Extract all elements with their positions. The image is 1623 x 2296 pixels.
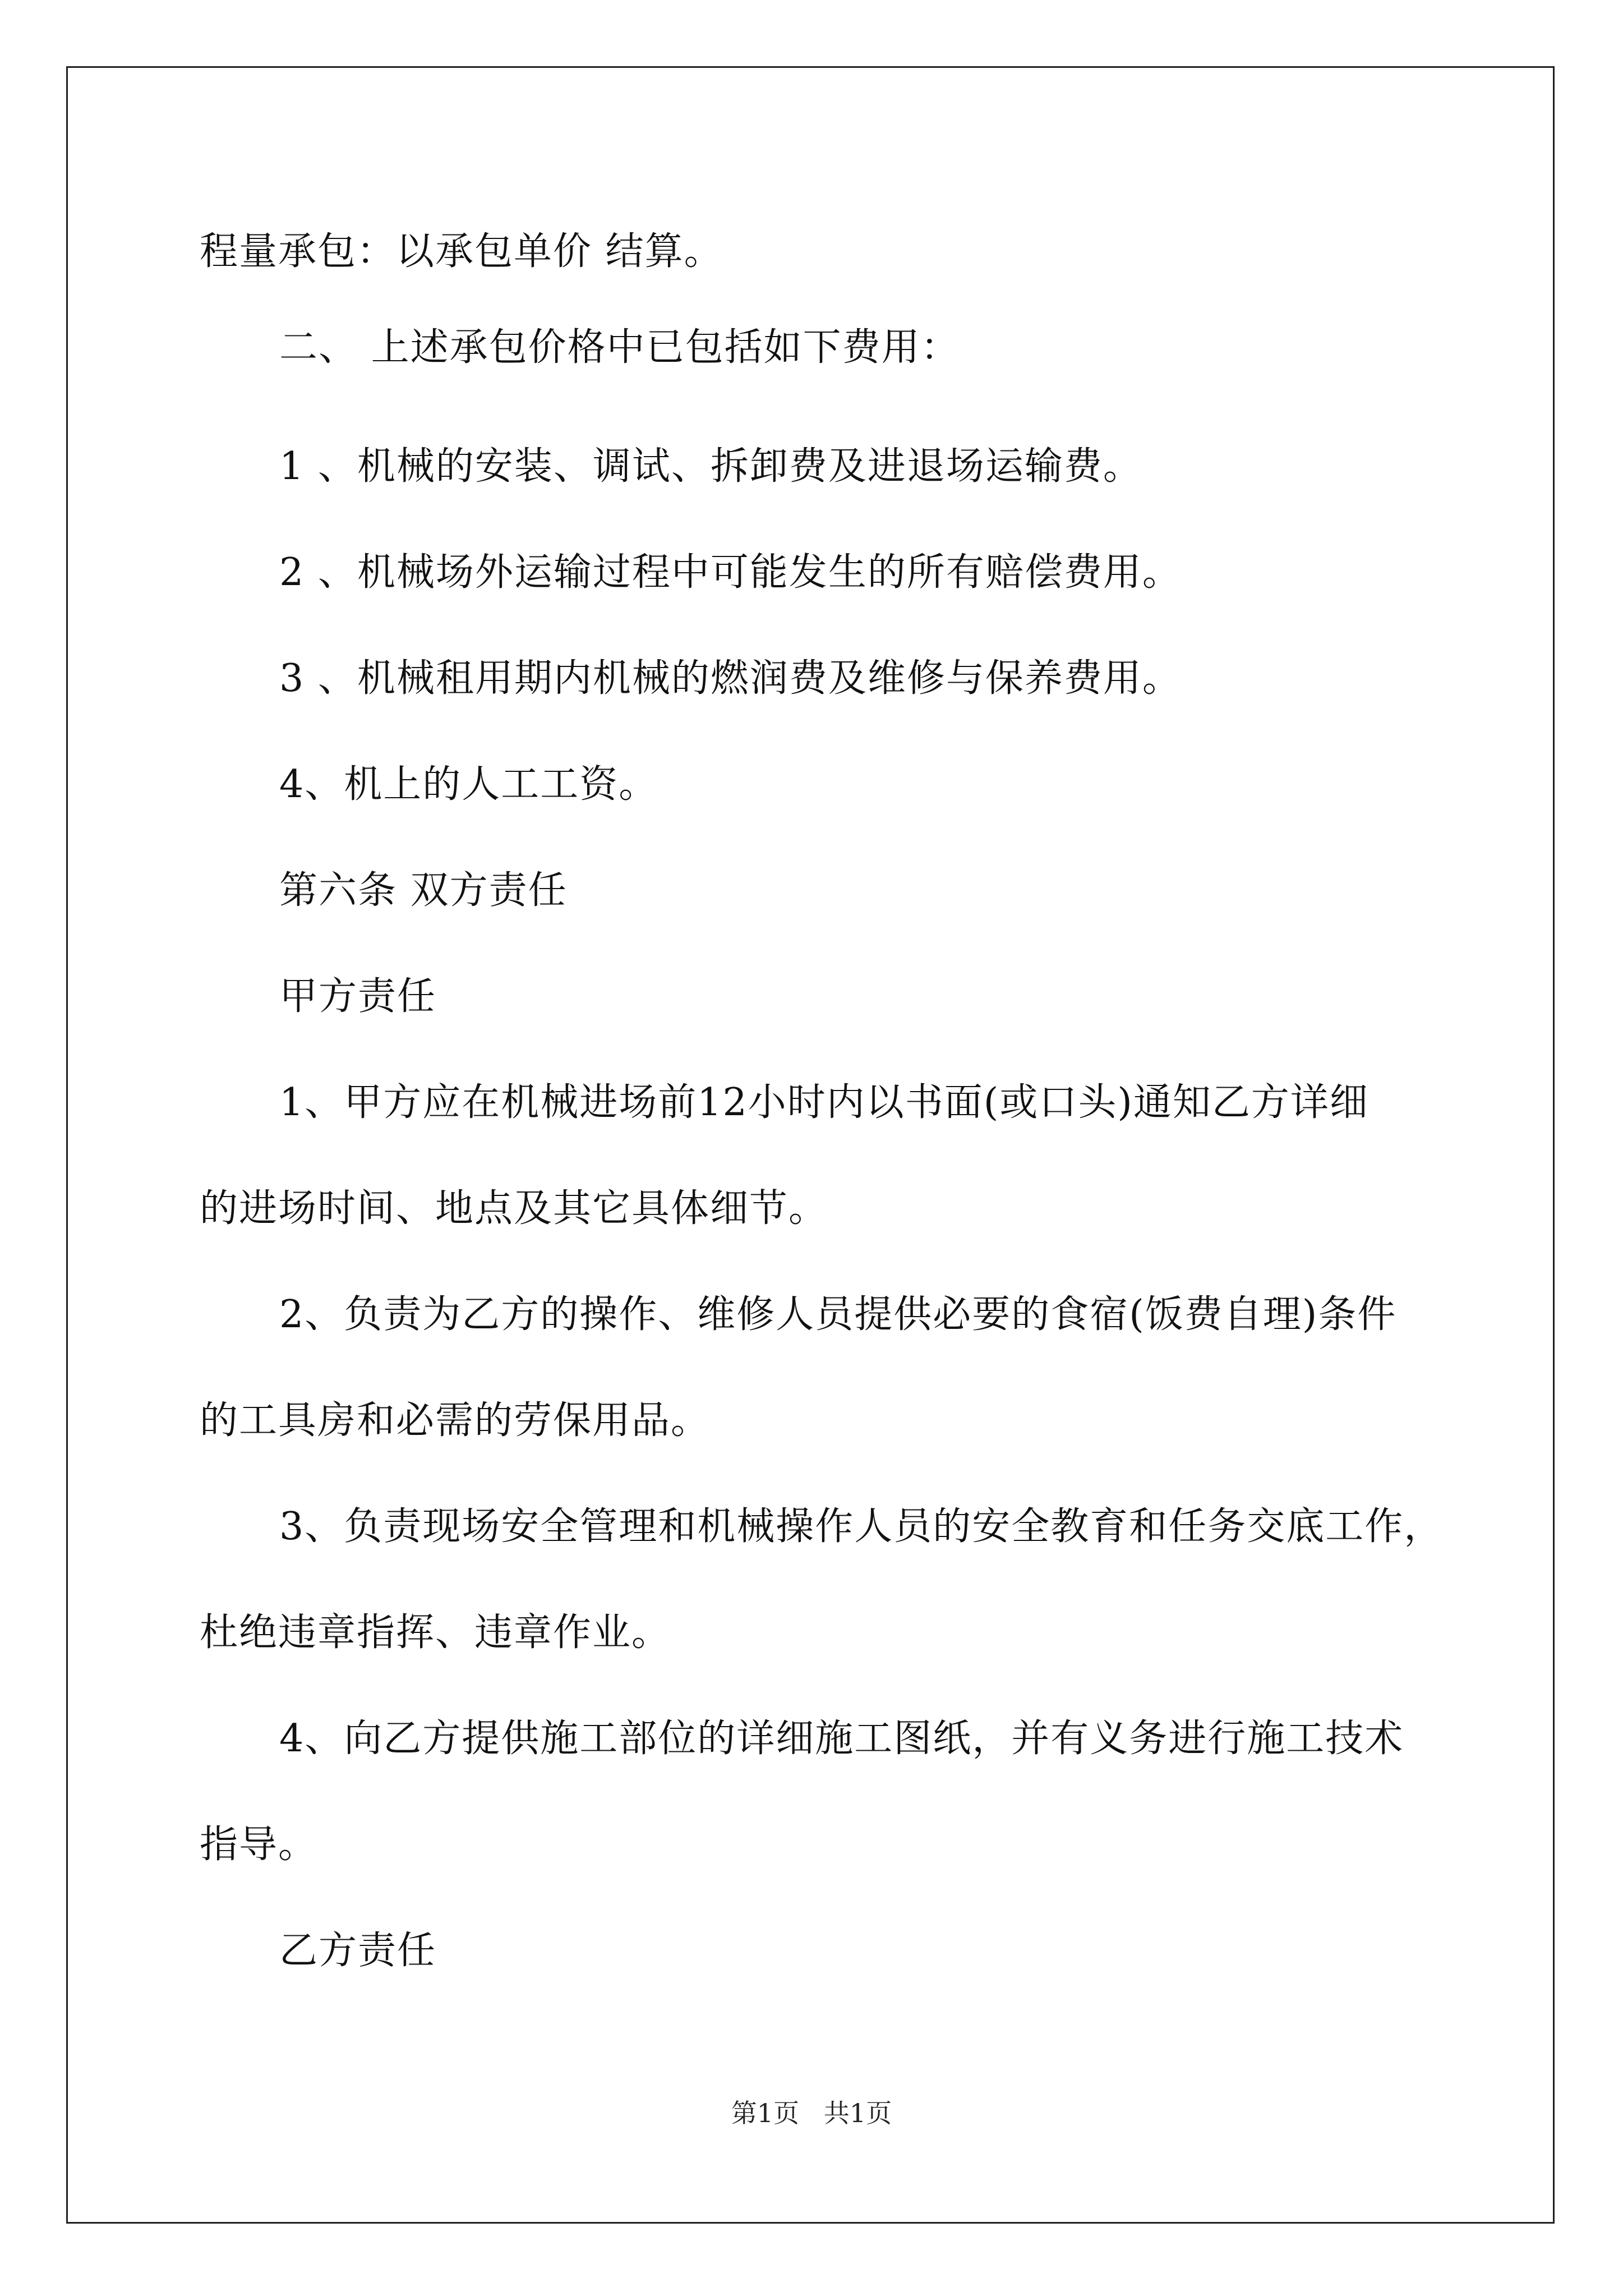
paragraph-line: 1、甲方应在机械进场前12小时内以书面(或口头)通知乙方详细 (279, 1080, 1369, 1125)
paragraph-line: 指导。 (200, 1823, 318, 1867)
paragraph-line: 4、向乙方提供施工部位的详细施工图纸，并有义务进行施工技术 (279, 1717, 1404, 1761)
paragraph-line: 3、负责现场安全管理和机械操作人员的安全教育和任务交底工作， (279, 1504, 1444, 1549)
paragraph-line: 3 、机械租用期内机械的燃润费及维修与保养费用。 (279, 656, 1182, 701)
paragraph-line: 2 、机械场外运输过程中可能发生的所有赔偿费用。 (279, 550, 1182, 595)
subsection-heading: 乙方责任 (279, 1929, 437, 1973)
page-footer: 第1页 共1页 (731, 2098, 892, 2128)
paragraph-line: 的进场时间、地点及其它具体细节。 (200, 1186, 828, 1231)
section-heading: 第六条 双方责任 (279, 868, 568, 913)
paragraph-line: 1 、机械的安装、调试、拆卸费及进退场运输费。 (279, 444, 1142, 489)
subsection-heading: 甲方责任 (279, 974, 437, 1019)
page-border (66, 66, 1555, 2224)
paragraph-line: 4、机上的人工工资。 (279, 762, 658, 807)
paragraph-line: 程量承包：以承包单价 结算。 (200, 229, 723, 274)
paragraph-line: 2、负责为乙方的操作、维修人员提供必要的食宿(饭费自理)条件 (279, 1292, 1397, 1337)
paragraph-line: 杜绝违章指挥、违章作业。 (200, 1611, 671, 1655)
paragraph-line: 二、 上述承包价格中已包括如下费用： (279, 325, 960, 370)
paragraph-line: 的工具房和必需的劳保用品。 (200, 1398, 711, 1443)
